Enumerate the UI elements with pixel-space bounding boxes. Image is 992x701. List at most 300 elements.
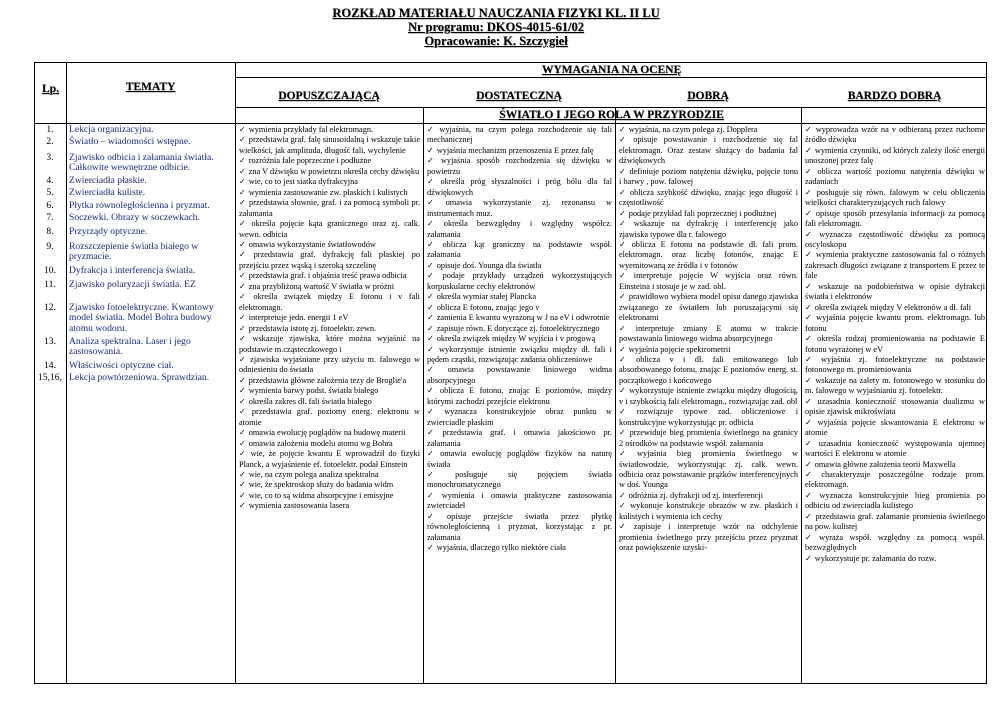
requirement-text: wyjaśnia pojęcie skwantowania E elektronu w atomie: [805, 417, 985, 438]
requirement-item: [239, 313, 420, 323]
requirement-item: [805, 334, 985, 355]
requirement-text: wyjaśnia pojęcie kwantu prom. elektromagn. lub fotonu: [805, 313, 985, 333]
checkmark-icon: ✓: [239, 198, 247, 208]
requirement-item: [427, 177, 612, 198]
requirement-text: wyraża współ. względny za pomocą współ. bezwzględnych: [805, 532, 985, 553]
checkmark-icon: ✓: [239, 438, 246, 448]
requirement-item: [619, 428, 798, 449]
checkmark-icon: ✓: [427, 260, 434, 270]
checkmark-icon: ✓: [239, 177, 246, 187]
requirement-item: [427, 386, 612, 407]
requirement-item: [619, 240, 798, 271]
topic-number: 4.: [46, 175, 54, 186]
checkmark-icon: ✓: [619, 208, 626, 218]
requirement-item: [427, 470, 612, 491]
topic-text: Właściwości optyczne ciał.: [69, 360, 174, 371]
requirement-text: przedstawia graf. załamanie promienia świetlnego na pow. kulistej: [805, 511, 985, 532]
topic-number: 5.: [46, 187, 54, 198]
requirement-text: wyjaśnia zj. fotoelektryczne na podstawie fotonowego m. promieniowania: [805, 354, 985, 375]
requirement-text: omawia ewolucję poglądów fizyków na naturę światła: [427, 449, 612, 469]
topic-text: Zwierciadła płaskie.: [69, 175, 147, 186]
requirement-item: [619, 522, 798, 553]
level-dopuszczajaca: DOPUSZCZAJĄCĄ: [278, 90, 380, 102]
topic-text: Dyfrakcja i interferencja światła.: [69, 265, 196, 276]
requirement-text: wyprowadza wzór na v odbieraną przez ruchome źródło dźwięku: [805, 125, 985, 145]
requirement-item: [427, 407, 612, 428]
requirement-text: przedstawia graf. falę sinusoidalną i wskazuje takie wielkości, jak amplituda, długość fali, wychylenie: [239, 135, 420, 155]
checkmark-icon: ✓: [239, 386, 246, 396]
checkmark-icon: ✓: [427, 449, 438, 459]
checkmark-icon: ✓: [427, 323, 434, 333]
requirement-item: [619, 219, 798, 240]
requirement-text: interpretuje pojęcie W wyjścia oraz równ. Einsteina i stosuje je w zad. obl.: [619, 271, 798, 291]
checkmark-icon: ✓: [427, 302, 434, 312]
requirement-item: [805, 554, 985, 564]
checkmark-icon: ✓: [619, 501, 628, 511]
requirement-item: [619, 135, 798, 166]
requirement-item: [619, 355, 798, 386]
requirements-dostateczna: [427, 125, 612, 683]
requirement-item: [619, 386, 798, 407]
checkmark-icon: ✓: [805, 532, 817, 542]
requirement-text: wykonuje konstrukcje obrazów w zw. płaskich i kulistych i wymienia ich cechy: [619, 501, 798, 521]
requirement-text: podaje przykłady urządzeń wykorzystujących korpuskularne cechy elektronów: [427, 271, 612, 291]
requirement-text: zapisuje i interpretuje wzór na odchylenie promienia świetlnego przy przejściu przez pryzmat oraz powiększenie uzyski-: [619, 522, 798, 553]
requirement-item: [427, 146, 612, 156]
topic-text: Lekcja powtórzeniowa. Sprawdzian.: [69, 372, 210, 383]
requirement-item: [427, 261, 612, 271]
requirement-text: omawia założenia modelu atomu wg Bohra: [248, 438, 393, 448]
checkmark-icon: ✓: [239, 480, 246, 490]
requirement-text: określa bezwzględny i względny współcz. załamania: [427, 219, 612, 239]
requirement-item: [805, 470, 985, 491]
checkmark-icon: ✓: [427, 386, 437, 396]
requirement-item: [427, 428, 612, 449]
checkmark-icon: ✓: [427, 219, 441, 229]
requirement-text: zapisuje równ. E dotyczące zj. fotoelektrycznego: [436, 323, 600, 333]
requirement-item: [427, 491, 612, 512]
requirement-item: [805, 125, 985, 146]
requirement-text: omawia główne założenia teorii Maxwella: [814, 459, 956, 469]
checkmark-icon: ✓: [427, 125, 437, 134]
checkmark-icon: ✓: [239, 250, 251, 260]
requirement-text: wyjaśnia, na czym polega rozchodzenie się fali mechanicznej: [427, 125, 612, 145]
topic-text: Przyrządy optyczne.: [69, 226, 148, 237]
checkmark-icon: ✓: [239, 501, 246, 511]
checkmark-icon: ✓: [427, 239, 440, 249]
requirement-item: [619, 345, 798, 355]
requirement-text: oblicza szybkość dźwięku, znając jego długość i częstotliwość: [619, 187, 798, 208]
requirement-item: [805, 167, 985, 188]
checkmark-icon: ✓: [619, 354, 634, 364]
requirement-text: wyjaśnia pojęcie spektrometrii: [628, 344, 731, 354]
requirement-text: wskazuje na zalety m. fotonowego w stosunku do m. falowego w wyjaśnianiu zj. fotoelektr.: [805, 375, 985, 396]
requirement-text: podaje przykład fali poprzecznej i podłużnej: [628, 208, 777, 218]
requirement-item: [805, 491, 985, 512]
checkmark-icon: ✓: [619, 428, 627, 438]
checkmark-icon: ✓: [805, 354, 818, 364]
checkmark-icon: ✓: [239, 219, 249, 229]
requirement-item: [427, 271, 612, 292]
requirement-text: wskazuje na podobieństwa w opisie dyfrakcji światła i elektronów: [805, 281, 985, 302]
requirement-text: opisuje powstawanie i rozchodzenie się fal elektromagn. Oraz zestaw służący do badania fal dźwiękowych: [619, 135, 798, 166]
checkmark-icon: ✓: [427, 543, 434, 553]
requirement-item: [239, 240, 420, 250]
requirement-text: wie, na czym polega analiza spektralna: [248, 469, 379, 479]
requirement-item: [239, 376, 420, 386]
checkmark-icon: ✓: [619, 522, 631, 532]
topic-number: 13.: [44, 336, 56, 347]
requirement-text: wymienia przykłady fal elektromagn.: [248, 125, 374, 134]
requirement-item: [805, 188, 985, 209]
checkmark-icon: ✓: [805, 145, 812, 155]
checkmark-icon: ✓: [619, 344, 626, 354]
requirement-item: [805, 512, 985, 533]
requirement-item: [427, 198, 612, 219]
topic-text: Lekcja organizacyjna.: [69, 124, 154, 135]
requirement-item: [427, 240, 612, 261]
topic-text: Zjawisko odbicia i załamania światła. Całkowite wewnętrzne odbicie.: [69, 152, 214, 174]
requirement-item: [239, 470, 420, 480]
requirement-item: [239, 501, 420, 511]
requirement-item: [427, 512, 612, 543]
topic-number: 2.: [46, 136, 54, 147]
requirement-text: określa związek między E fotonu i v fali elektromagn.: [239, 292, 420, 312]
topic-number: 11.: [44, 279, 56, 290]
requirement-item: [805, 439, 985, 460]
checkmark-icon: ✓: [427, 145, 434, 155]
checkmark-icon: ✓: [805, 490, 817, 500]
requirement-item: [427, 324, 612, 334]
requirement-item: [239, 282, 420, 292]
checkmark-icon: ✓: [239, 354, 248, 364]
requirement-item: [805, 313, 985, 334]
requirement-text: uzasadnia konieczność stosowania dualizmu w opisie zjawisk mikroświata: [805, 396, 985, 417]
checkmark-icon: ✓: [427, 156, 438, 166]
requirement-item: [619, 501, 798, 522]
level-bardzo-dobra: BARDZO DOBRĄ: [847, 90, 942, 102]
divider: [66, 63, 67, 683]
requirement-text: wyjaśnia, na czym polega zj. Dopplera: [628, 125, 758, 134]
checkmark-icon: ✓: [805, 313, 814, 323]
requirement-text: odróżnia zj. dyfrakcji od zj. interferencji: [628, 490, 764, 500]
requirement-text: oblicza kąt graniczny na podstawie współ. załamania: [427, 239, 612, 260]
checkmark-icon: ✓: [239, 428, 246, 438]
requirement-text: określa próg słyszalności i próg bólu dla fal dźwiękowych: [427, 177, 612, 197]
checkmark-icon: ✓: [805, 281, 815, 291]
checkmark-icon: ✓: [619, 125, 626, 134]
requirements-dopuszczajaca: [239, 125, 420, 683]
requirement-text: wyjaśnia bieg promienia świetlnego w światłowodzie, wykorzystując zj. całk. wewn. odbicia oraz powstawanie prążków interferencyjnych w doś. Younga: [619, 449, 798, 490]
requirement-text: wyjaśnia, dlaczego tylko niektóre ciała: [436, 543, 566, 553]
checkmark-icon: ✓: [805, 438, 816, 448]
topic-number: 9.: [46, 241, 54, 252]
topic-text: Analiza spektralna. Laser i jego zastosowania.: [69, 336, 191, 358]
requirement-item: [239, 177, 420, 187]
requirement-item: [619, 271, 798, 292]
requirement-text: oblicza E fotonu, znając E poziomów, między którymi zachodzi przejście elektronu: [427, 386, 612, 406]
checkmark-icon: ✓: [427, 469, 453, 479]
requirement-text: wyjaśnia mechanizm przenoszenia E przez falę: [436, 145, 594, 155]
checkmark-icon: ✓: [805, 229, 817, 239]
divider: [235, 107, 986, 108]
requirement-text: oblicza E fotonu na podstawie dł. fali prom. elektromagn. oraz liczbę fotonów, znając E wyemitowaną ze źródła i v fotonów: [619, 239, 798, 270]
checkmark-icon: ✓: [619, 271, 631, 281]
checkmark-icon: ✓: [619, 490, 626, 500]
topic-text: Zjawisko polaryzacji światła. EZ: [69, 279, 196, 290]
checkmark-icon: ✓: [805, 302, 812, 312]
requirement-item: [805, 282, 985, 303]
requirement-text: omawia powstawanie liniowego widma absorpcyjnego: [427, 365, 612, 385]
topic-number: 12.: [44, 302, 56, 313]
requirement-text: wymienia praktyczne zastosowania fal o różnych zakresach długości związane z transportem E przez te fale: [805, 250, 985, 281]
requirement-item: [427, 313, 612, 323]
requirement-text: przedstawia graf. i omawia jakościowo pr. załamania: [427, 428, 612, 448]
requirement-text: wyjaśnia sposób rozchodzenia się dźwięku w powietrzu: [427, 156, 612, 176]
requirement-text: wymienia i omawia praktyczne zastosowania zwierciadeł: [427, 490, 612, 511]
requirement-text: przedstawia graf. i objaśnia treść prawa odbicia: [248, 271, 407, 281]
checkmark-icon: ✓: [239, 375, 246, 385]
requirement-text: przewiduje bieg promienia świetlnego na granicy 2 ośrodków na podstawie współ. załamania: [619, 428, 798, 448]
checkmark-icon: ✓: [805, 334, 815, 344]
requirement-text: określa pojęcie kąta granicznego oraz zj. całk. wewn. odbicia: [239, 219, 420, 239]
requirement-text: wskazuje na dyfrakcję i interferencję jako zjawiska typowe dla r. falowego: [619, 219, 798, 239]
checkmark-icon: ✓: [427, 271, 440, 281]
requirement-item: [619, 209, 798, 219]
requirement-text: określa związek między W wyjścia i v progową: [436, 334, 596, 344]
requirement-item: [239, 135, 420, 156]
requirement-text: określa rodzaj promieniowania na podstawie E fotonu wyrażonej w eV: [805, 334, 985, 354]
requirement-item: [805, 250, 985, 281]
checkmark-icon: ✓: [805, 511, 813, 521]
requirement-item: [427, 292, 612, 302]
requirement-text: opisuje przejście światła przez płytkę równoległościenną i pryzmat, korzystając z pr. załamania: [427, 511, 612, 542]
requirement-text: zna przybliżoną wartość V światła w próżni: [248, 281, 395, 291]
requirement-item: [239, 407, 420, 428]
checkmark-icon: ✓: [239, 292, 251, 302]
requirement-item: [805, 418, 985, 439]
page-title: ROZKŁAD MATERIAŁU NAUCZANIA FIZYKI KL. II LU: [332, 6, 660, 20]
checkmark-icon: ✓: [239, 334, 250, 344]
requirement-item: [239, 167, 420, 177]
requirement-text: interpretuje zmiany E atomu w trakcie powstawania liniowego widma absorpcyjnego: [619, 323, 798, 344]
requirement-text: przedstawia słownie, graf. i za pomocą symboli pr. załamania: [239, 198, 420, 218]
checkmark-icon: ✓: [805, 553, 812, 563]
requirement-item: [427, 543, 612, 553]
topic-number: 14.: [44, 360, 56, 371]
requirement-text: opisuje doś. Younga dla światła: [436, 260, 542, 270]
checkmark-icon: ✓: [427, 407, 442, 417]
checkmark-icon: ✓: [239, 449, 248, 459]
author-line: Opracowanie: K. Szczygieł: [424, 34, 568, 48]
checkmark-icon: ✓: [239, 271, 246, 281]
requirement-text: rozwiązuje typowe zad. obliczeniowe i konstrukcyjne wykorzystując pr. odbicia: [619, 407, 798, 427]
requirement-item: [239, 491, 420, 501]
checkmark-icon: ✓: [239, 490, 246, 500]
requirement-item: [239, 324, 420, 334]
checkmark-icon: ✓: [239, 281, 246, 291]
lp-header: Lp.: [42, 83, 59, 95]
topics-header: TEMATY: [125, 81, 176, 93]
checkmark-icon: ✓: [239, 396, 246, 406]
requirement-item: [239, 386, 420, 396]
requirement-item: [239, 219, 420, 240]
requirement-item: [805, 230, 985, 251]
requirement-text: przedstawia graf. dyfrakcję fali płaskiej po przejściu przez wąską i szeroką szczelinę: [239, 250, 420, 270]
checkmark-icon: ✓: [805, 187, 814, 197]
topic-text: Zwierciadła kuliste.: [69, 187, 146, 198]
checkmark-icon: ✓: [619, 292, 626, 302]
topic-text: Światło – wiadomości wstępne.: [69, 136, 191, 147]
requirement-item: [239, 198, 420, 219]
checkmark-icon: ✓: [239, 407, 249, 417]
requirement-text: określa wymiar stałej Plancka: [436, 292, 537, 302]
topic-number: 6.: [46, 200, 54, 211]
checkmark-icon: ✓: [239, 156, 246, 166]
requirement-text: oblicza v i dł. fali emitowanego lub absorbowanego fotonu, znając E poziomów energ. st. początkowego i końcowego: [619, 354, 798, 385]
requirement-text: określa zakres dł. fali światła białego: [248, 396, 372, 406]
checkmark-icon: ✓: [427, 490, 439, 500]
requirement-item: [239, 125, 420, 135]
requirement-item: [427, 365, 612, 386]
requirement-text: wyznacza częstotliwość dźwięku za pomocą oscyloskopu: [805, 229, 985, 249]
requirements-header: WYMAGANIA NA OCENĘ: [541, 64, 682, 76]
topic-text: Soczewki. Obrazy w soczewkach.: [69, 212, 200, 223]
topic-text: Płytka równoległościenna i pryzmat.: [69, 200, 210, 211]
curriculum-table: [34, 62, 987, 684]
checkmark-icon: ✓: [619, 323, 633, 333]
topic-number: 15,16,: [38, 372, 62, 383]
requirement-item: [619, 491, 798, 501]
requirement-item: [619, 125, 798, 135]
requirement-item: [805, 397, 985, 418]
requirement-text: wskazuje zjawiska, które można wyjaśnić na podstawie m.cząsteczkowego i: [239, 334, 420, 354]
topic-number: 3.: [46, 152, 54, 163]
divider: [35, 123, 986, 124]
requirement-text: zamienia E kwantu wyrażoną w J na eV i odwrotnie: [436, 313, 610, 323]
requirement-item: [239, 292, 420, 313]
checkmark-icon: ✓: [427, 511, 444, 521]
section-title: ŚWIATŁO I JEGO ROLA W PRZYRODZIE: [499, 109, 724, 121]
checkmark-icon: ✓: [805, 375, 813, 385]
checkmark-icon: ✓: [805, 166, 815, 176]
requirement-item: [805, 303, 985, 313]
topic-text: Rozszczepienie światła białego w pryzmacie.: [69, 241, 199, 263]
requirement-item: [427, 219, 612, 240]
checkmark-icon: ✓: [805, 396, 815, 406]
requirement-item: [427, 125, 612, 146]
requirement-text: omawia ewolucję poglądów na budowę materii: [248, 428, 406, 438]
requirement-text: omawia wykorzystanie światłowodów: [248, 239, 376, 249]
requirement-text: uzasadnia konieczność występowania ujemnej wartości E elektronu w atomie: [805, 438, 985, 459]
topic-text: Zjawisko fotoelektryczne. Kwantowy model światła. Model Bohra budowy atomu wodoru.: [69, 302, 214, 334]
checkmark-icon: ✓: [619, 239, 629, 249]
checkmark-icon: ✓: [427, 292, 434, 302]
topic-number: 7.: [46, 212, 54, 223]
checkmark-icon: ✓: [239, 135, 246, 145]
checkmark-icon: ✓: [619, 187, 627, 197]
requirement-item: [619, 167, 798, 188]
requirement-item: [239, 250, 420, 271]
checkmark-icon: ✓: [427, 177, 438, 187]
requirement-item: [427, 303, 612, 313]
requirement-item: [619, 324, 798, 345]
topic-number: 10.: [44, 265, 56, 276]
requirement-text: posługuje się równ. falowym w celu obliczenia wielkości charakteryzujących ruch falowy: [805, 187, 985, 208]
requirement-item: [239, 271, 420, 281]
checkmark-icon: ✓: [239, 469, 246, 479]
checkmark-icon: ✓: [805, 417, 815, 427]
requirement-text: wie, co to jest siatka dyfrakcyjna: [248, 177, 358, 187]
requirement-text: wykorzystuje pr. załamania do rozw.: [814, 553, 937, 563]
checkmark-icon: ✓: [805, 125, 813, 134]
requirement-item: [805, 376, 985, 397]
checkmark-icon: ✓: [619, 386, 627, 396]
requirement-item: [239, 188, 420, 198]
requirement-text: wymienia barwy podst. światła białego: [248, 386, 379, 396]
divider: [235, 77, 986, 78]
checkmark-icon: ✓: [427, 344, 436, 354]
checkmark-icon: ✓: [805, 459, 812, 469]
program-number: Nr programu: DKOS-4015-61/02: [408, 20, 584, 34]
requirement-text: interpretuje jedn. energii 1 eV: [248, 313, 349, 323]
requirement-item: [239, 355, 420, 376]
requirement-item: [427, 334, 612, 344]
requirement-item: [239, 428, 420, 438]
checkmark-icon: ✓: [619, 166, 627, 176]
checkmark-icon: ✓: [619, 407, 634, 417]
checkmark-icon: ✓: [239, 187, 246, 197]
checkmark-icon: ✓: [239, 313, 246, 323]
checkmark-icon: ✓: [805, 469, 819, 479]
topic-number: 8.: [46, 226, 54, 237]
requirement-item: [805, 355, 985, 376]
requirement-text: charakteryzuje poszczególne rodzaje prom. elektromagn.: [805, 469, 985, 490]
requirement-text: prawidłowo wybiera model opisu danego zjawiska związanego ze światłem lub poruszającymi się elektronami: [619, 292, 798, 323]
requirement-text: przedstawia istotę zj. fotoelektr. zewn.: [248, 323, 377, 333]
requirement-text: wie, że spektroskop służy do badania widm: [248, 480, 394, 490]
requirement-text: wykorzystuje istnienie związku między długością, v i szybkością fali elektromagn., rozwiązując zad. obl: [619, 386, 798, 406]
requirement-item: [239, 397, 420, 407]
checkmark-icon: ✓: [239, 323, 246, 333]
requirement-text: przedstawia graf. poziomy energ. elektronu w atomie: [239, 407, 420, 427]
checkmark-icon: ✓: [427, 198, 443, 208]
checkmark-icon: ✓: [427, 313, 434, 323]
requirement-item: [239, 439, 420, 449]
requirement-text: przedstawia główne założenia tezy de Broglie'a: [248, 375, 407, 385]
level-dobra: DOBRĄ: [687, 90, 729, 102]
divider: [235, 63, 236, 683]
divider: [801, 107, 802, 683]
requirement-text: wie, że pojęcie kwantu E wprowadził do fizyki Planck, a wyjaśnienie ef. fotoelektr. podał Einstein: [239, 449, 420, 469]
topic-number: 1.: [46, 124, 54, 135]
requirement-text: wyznacza konstrukcyjnie obraz punktu w zwierciadle płaskim: [427, 407, 612, 427]
requirement-text: wie, co to są widma absorpcyjne i emisyjne: [248, 490, 394, 500]
requirement-item: [239, 449, 420, 470]
requirements-bardzo-dobra: [805, 125, 985, 683]
requirement-item: [239, 480, 420, 490]
checkmark-icon: ✓: [239, 125, 246, 134]
requirement-text: zna V dźwięku w powietrzu określa cechy dźwięku: [248, 166, 420, 176]
requirement-text: oblicza wartość poziomu natężenia dźwięku w zadaniach: [805, 166, 985, 187]
requirement-text: zjawiska wyjaśniane przy użyciu m. falowego w odniesieniu do światła: [239, 354, 420, 375]
checkmark-icon: ✓: [619, 135, 631, 145]
checkmark-icon: ✓: [239, 166, 246, 176]
requirement-text: wymienia zastosowanie zw. płaskich i kulistych: [248, 187, 408, 197]
divider: [423, 107, 424, 683]
requirement-text: opisuje sposób przesyłania informacji za pomocą fali elektromagn.: [805, 208, 985, 229]
requirement-text: oblicza E fotonu, znając jego v: [436, 302, 540, 312]
